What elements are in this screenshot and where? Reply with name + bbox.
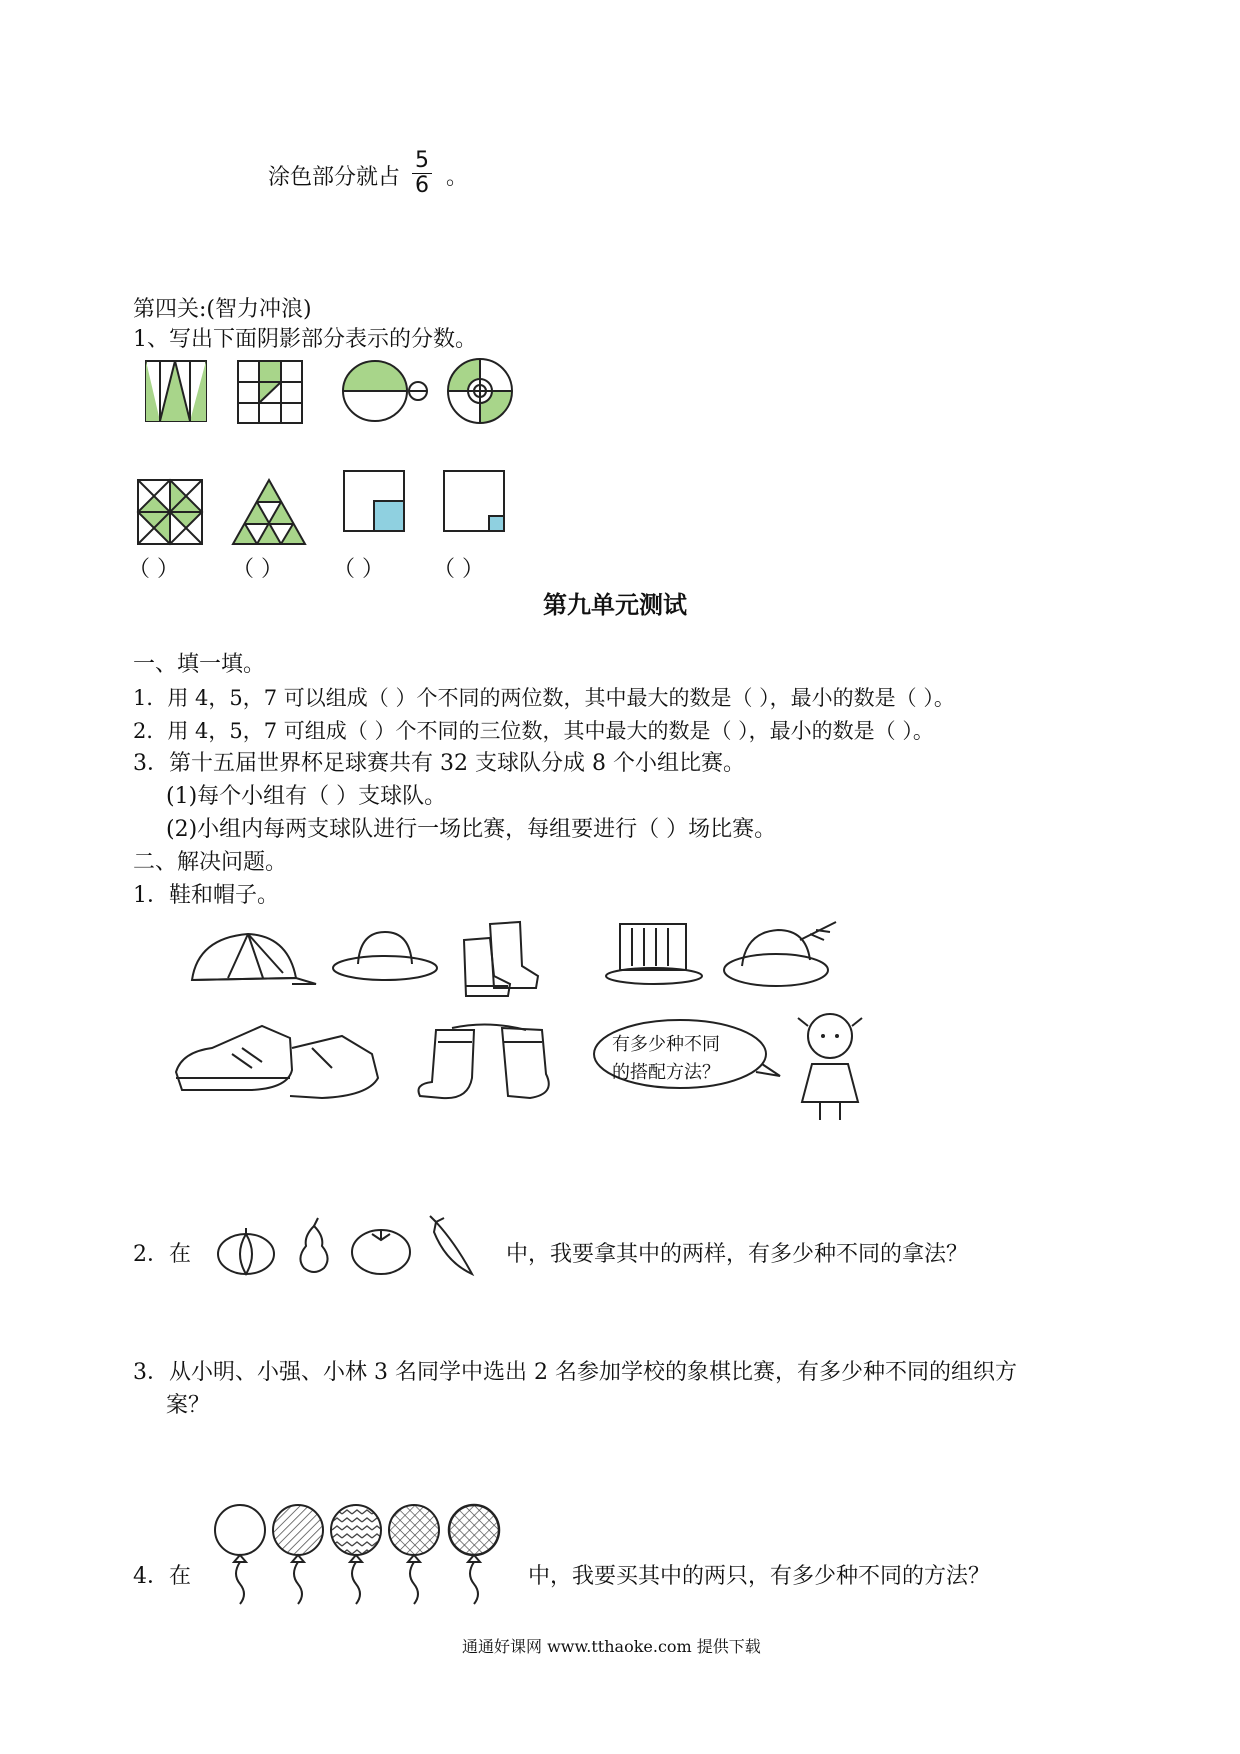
top-hat-icon: [604, 920, 704, 986]
fill-question-3b: (2)小组内每两支球队进行一场比赛，每组要进行（ ）场比赛。: [166, 817, 777, 842]
problem-1: 1．鞋和帽子。: [133, 883, 279, 908]
girl-icon: [790, 1006, 870, 1126]
pumpkin-icon: [216, 1226, 276, 1276]
feather-hat-icon: [720, 918, 840, 992]
answer-blank-2[interactable]: （ ）: [232, 557, 283, 582]
figure-rect-triangles: [145, 360, 207, 422]
tomato-icon: [350, 1224, 412, 1276]
fill-question-2: 2．用 4，5，7 可组成（ ）个不同的三位数，其中最大的数是（ ），最小的数是（ ）。: [133, 719, 934, 743]
round-hat-icon: [330, 928, 440, 984]
fraction-numerator: 5: [415, 148, 429, 173]
answer-blank-4[interactable]: （ ）: [433, 557, 484, 582]
footer-credit: 通通好课网 www.tthaoke.com 提供下载: [462, 1637, 761, 1656]
shaded-part-text: 涂色部分就占: [268, 165, 401, 190]
fill-question-3a: (1)每个小组有（ ）支球队。: [166, 784, 447, 809]
problem-4-prefix: 4．在: [133, 1564, 191, 1589]
balloon-crosshatch: [389, 1505, 439, 1604]
bubble-line-1: 有多少种不同: [612, 1034, 720, 1055]
unit9-title: 第九单元测试: [543, 590, 687, 619]
fraction-five-sixths: [412, 150, 432, 197]
pear-icon: [294, 1218, 334, 1276]
bubble-line-2: 的搭配方法？: [612, 1062, 720, 1083]
figure-square-quarter: [343, 470, 405, 532]
sentence-end: 。: [446, 165, 469, 190]
balloons-icon: [212, 1500, 512, 1608]
fraction-denominator: 6: [415, 173, 429, 198]
balloon-dense: [449, 1505, 499, 1604]
problem-4-text: 中，我要买其中的两只，有多少种不同的方法？: [528, 1564, 991, 1589]
figure-grid-square: [237, 360, 303, 424]
problem-2-text: 中，我要拿其中的两样，有多少种不同的拿法？: [506, 1242, 969, 1267]
fill-question-3: 3．第十五届世界杯足球赛共有 32 支球队分成 8 个小组比赛。: [133, 751, 745, 776]
problem-3-line-2: 案？: [166, 1393, 211, 1418]
figure-square-sixteenth: [443, 470, 505, 532]
cap-icon: [188, 928, 318, 986]
figure-square-diamond: [136, 478, 204, 546]
balloon-plain: [215, 1505, 265, 1604]
figure-triangle-grid: [232, 478, 306, 546]
answer-blank-3[interactable]: （ ）: [333, 557, 384, 582]
socks-icon: [412, 1018, 572, 1108]
part2-heading: 二、解决问题。: [133, 850, 288, 875]
level4-question-1: 1、写出下面阴影部分表示的分数。: [133, 327, 477, 352]
balloon-striped: [273, 1505, 323, 1604]
balloon-zigzag: [331, 1505, 381, 1604]
problem-2-prefix: 2．在: [133, 1242, 191, 1267]
sneakers-icon: [172, 1018, 382, 1104]
chili-pepper-icon: [426, 1214, 476, 1278]
fill-question-1: 1．用 4，5，7 可以组成（ ）个不同的两位数，其中最大的数是（ ），最小的数是（ ）。: [133, 686, 955, 710]
figure-circle-half: [337, 358, 427, 424]
figure-ring-quarters: [446, 357, 514, 425]
answer-blank-1[interactable]: （ ）: [128, 557, 179, 582]
shaded-part-sentence: [268, 163, 400, 193]
problem-3-line-1: 3．从小明、小强、小林 3 名同学中选出 2 名参加学校的象棋比赛，有多少种不同的组织方: [133, 1360, 1017, 1385]
boots-icon: [460, 920, 560, 1000]
part1-heading: 一、填一填。: [133, 652, 266, 677]
level4-heading: 第四关:(智力冲浪): [133, 297, 312, 322]
